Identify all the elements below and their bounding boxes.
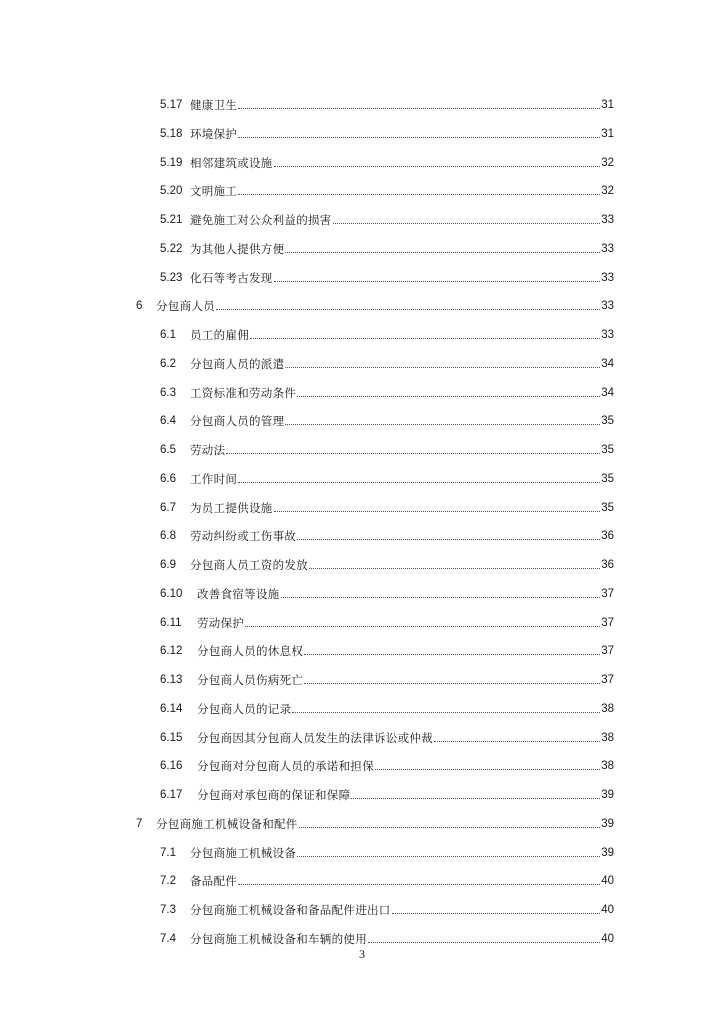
toc-dot-leader <box>238 194 600 195</box>
toc-entry-page: 39 <box>601 789 614 801</box>
toc-entry-title: 分包商施工机械设备 <box>190 846 297 860</box>
toc-dot-leader <box>274 511 601 512</box>
toc-entry-page: 31 <box>601 128 614 140</box>
toc-entry-title: 分包商对承包商的保证和保障 <box>197 788 351 802</box>
toc-entry-number: 6.8 <box>160 530 176 542</box>
toc-entry-number: 6.9 <box>160 559 176 571</box>
page-number: 3 <box>359 947 365 961</box>
toc-entry-page: 35 <box>601 473 614 485</box>
toc-entry-title: 分包商人员 <box>156 299 215 313</box>
toc-entry-title: 环境保护 <box>190 127 238 141</box>
toc-entry-title: 工作时间 <box>190 472 238 486</box>
toc-entry-title: 分包商人员的休息权 <box>197 644 304 658</box>
toc-entry-page: 38 <box>601 732 614 744</box>
toc-entry-page: 35 <box>601 444 614 456</box>
toc-entry-page: 33 <box>601 243 614 255</box>
toc-entry-title: 相邻建筑或设施 <box>190 156 273 170</box>
toc-entry-number: 5.17 <box>160 99 183 111</box>
toc-section-entry[interactable] <box>160 782 614 802</box>
toc-entry-number: 6.7 <box>160 502 176 514</box>
toc-section-entry[interactable] <box>160 897 614 917</box>
toc-entry-page: 33 <box>601 214 614 226</box>
toc-entry-title: 员工的雇佣 <box>190 328 249 342</box>
toc-entry-number: 5.18 <box>160 128 183 140</box>
toc-entry-page: 39 <box>601 847 614 859</box>
toc-entry-title: 为员工提供设施 <box>190 501 273 515</box>
toc-entry-page: 33 <box>601 329 614 341</box>
toc-entry-title: 分包商人员的记录 <box>197 702 292 716</box>
toc-entry-page: 37 <box>601 617 614 629</box>
toc-entry-title: 分包商人员的管理 <box>190 414 285 428</box>
toc-section-entry[interactable] <box>160 638 614 658</box>
toc-entry-number: 6.1 <box>160 329 176 341</box>
toc-entry-page: 40 <box>601 875 614 887</box>
toc-entry-page: 40 <box>601 933 614 945</box>
toc-entry-number: 6.10 <box>160 588 183 600</box>
toc-chapter-entry[interactable] <box>136 811 614 831</box>
toc-section-entry[interactable] <box>160 581 614 601</box>
toc-dot-leader <box>299 827 601 828</box>
toc-dot-leader <box>274 166 601 167</box>
toc-entry-number: 6.17 <box>160 789 183 801</box>
toc-dot-leader <box>304 654 600 655</box>
toc-entry-title: 备品配件 <box>190 874 238 888</box>
toc-entry-number: 7.1 <box>160 847 176 859</box>
toc-dot-leader <box>292 712 600 713</box>
toc-entry-page: 31 <box>601 99 614 111</box>
toc-entry-page: 33 <box>601 300 614 312</box>
toc-entry-page: 38 <box>601 760 614 772</box>
toc-section-entry[interactable] <box>160 610 614 630</box>
toc-dot-leader <box>274 281 601 282</box>
toc-entry-number: 7.4 <box>160 933 176 945</box>
toc-entry-number: 5.21 <box>160 214 183 226</box>
toc-dot-leader <box>238 108 600 109</box>
toc-entry-number: 5.22 <box>160 243 183 255</box>
toc-entry-title: 劳动保护 <box>197 616 245 630</box>
toc-section-entry[interactable] <box>160 265 614 285</box>
toc-entry-title: 化石等考古发现 <box>190 271 273 285</box>
toc-entry-page: 37 <box>601 645 614 657</box>
toc-entry-number: 6 <box>136 300 143 312</box>
toc-dot-leader <box>238 137 600 138</box>
toc-section-entry[interactable] <box>160 725 614 745</box>
toc-entry-title: 文明施工 <box>190 184 238 198</box>
toc-entry-title: 分包商人员伤病死亡 <box>197 673 304 687</box>
toc-entry-page: 34 <box>601 358 614 370</box>
toc-section-entry[interactable] <box>160 437 614 457</box>
toc-section-entry[interactable] <box>160 150 614 170</box>
toc-entry-title: 分包商施工机械设备和配件 <box>156 817 298 831</box>
toc-section-entry[interactable] <box>160 207 614 227</box>
toc-entry-page: 40 <box>601 904 614 916</box>
toc-section-entry[interactable] <box>160 351 614 371</box>
toc-entry-title: 分包商施工机械设备和备品配件进出口 <box>190 903 391 917</box>
toc-entry-page: 32 <box>601 185 614 197</box>
toc-dot-leader <box>392 913 601 914</box>
toc-entry-title: 工资标准和劳动条件 <box>190 386 297 400</box>
toc-dot-leader <box>285 252 600 253</box>
toc-dot-leader <box>285 424 600 425</box>
toc-section-entry[interactable] <box>160 322 614 342</box>
toc-entry-title: 分包商人员的派遣 <box>190 357 285 371</box>
toc-dot-leader <box>297 539 600 540</box>
toc-entry-page: 36 <box>601 559 614 571</box>
toc-entry-page: 39 <box>601 818 614 830</box>
toc-dot-leader <box>238 884 600 885</box>
toc-entry-number: 5.23 <box>160 272 183 284</box>
toc-entry-title: 分包商施工机械设备和车辆的使用 <box>190 932 367 946</box>
toc-section-entry[interactable] <box>160 408 614 428</box>
toc-entry-title: 为其他人提供方便 <box>190 242 285 256</box>
toc-entry-number: 6.3 <box>160 387 176 399</box>
toc-entry-page: 34 <box>601 387 614 399</box>
toc-entry-number: 6.14 <box>160 703 183 715</box>
toc-dot-leader <box>368 942 600 943</box>
toc-section-entry[interactable] <box>160 552 614 572</box>
toc-entry-title: 分包商因其分包商人员发生的法律诉讼或仲裁 <box>197 731 433 745</box>
toc-section-entry[interactable] <box>160 753 614 773</box>
toc-entry-page: 35 <box>601 415 614 427</box>
toc-entry-page: 32 <box>601 157 614 169</box>
toc-entry-title: 劳动纠纷或工伤事故 <box>190 529 297 543</box>
toc-entry-number: 6.15 <box>160 732 183 744</box>
toc-entry-number: 6.13 <box>160 674 183 686</box>
toc-entry-title: 避免施工对公众利益的损害 <box>190 213 332 227</box>
toc-section-entry[interactable] <box>160 495 614 515</box>
toc-section-entry[interactable] <box>160 868 614 888</box>
toc-dot-leader <box>285 367 600 368</box>
toc-section-entry[interactable] <box>160 466 614 486</box>
toc-dot-leader <box>245 626 600 627</box>
toc-dot-leader <box>375 769 600 770</box>
toc-entry-number: 6.5 <box>160 444 176 456</box>
toc-entry-page: 38 <box>601 703 614 715</box>
toc-entry-number: 6.16 <box>160 760 183 772</box>
toc-dot-leader <box>216 309 600 310</box>
toc-section-entry[interactable] <box>160 926 614 946</box>
toc-entry-title: 健康卫生 <box>190 98 238 112</box>
toc-entry-page: 35 <box>601 502 614 514</box>
toc-entry-page: 36 <box>601 530 614 542</box>
toc-entry-number: 6.11 <box>160 617 182 629</box>
toc-dot-leader <box>333 223 601 224</box>
toc-entry-title: 分包商人员工资的发放 <box>190 558 308 572</box>
toc-section-entry[interactable] <box>160 840 614 860</box>
toc-entry-title: 分包商对分包商人员的承诺和担保 <box>197 759 374 773</box>
toc-section-entry[interactable] <box>160 92 614 112</box>
toc-dot-leader <box>304 683 600 684</box>
toc-entry-number: 6.4 <box>160 415 176 427</box>
toc-dot-leader <box>297 856 600 857</box>
toc-entry-number: 6.2 <box>160 358 176 370</box>
toc-dot-leader <box>309 568 600 569</box>
toc-entry-number: 5.19 <box>160 157 183 169</box>
toc-dot-leader <box>238 482 600 483</box>
toc-entry-number: 7.2 <box>160 875 176 887</box>
toc-entry-page: 37 <box>601 674 614 686</box>
toc-section-entry[interactable] <box>160 236 614 256</box>
toc-section-entry[interactable] <box>160 667 614 687</box>
toc-entry-number: 5.20 <box>160 185 183 197</box>
toc-dot-leader <box>351 798 600 799</box>
toc-section-entry[interactable] <box>160 178 614 198</box>
toc-dot-leader <box>434 741 600 742</box>
toc-section-entry[interactable] <box>160 523 614 543</box>
toc-dot-leader <box>250 338 600 339</box>
toc-entry-number: 6.6 <box>160 473 176 485</box>
toc-dot-leader <box>281 597 601 598</box>
toc-section-entry[interactable] <box>160 696 614 716</box>
toc-dot-leader <box>297 396 600 397</box>
toc-entry-number: 7 <box>136 818 143 830</box>
toc-entry-title: 劳动法 <box>190 443 226 457</box>
toc-entry-page: 33 <box>601 272 614 284</box>
toc-section-entry[interactable] <box>160 121 614 141</box>
toc-entry-number: 6.12 <box>160 645 183 657</box>
toc-section-entry[interactable] <box>160 380 614 400</box>
toc-chapter-entry[interactable] <box>136 293 614 313</box>
toc-entry-title: 改善食宿等设施 <box>197 587 280 601</box>
toc-dot-leader <box>226 453 600 454</box>
toc-entry-number: 7.3 <box>160 904 176 916</box>
toc-entry-page: 37 <box>601 588 614 600</box>
